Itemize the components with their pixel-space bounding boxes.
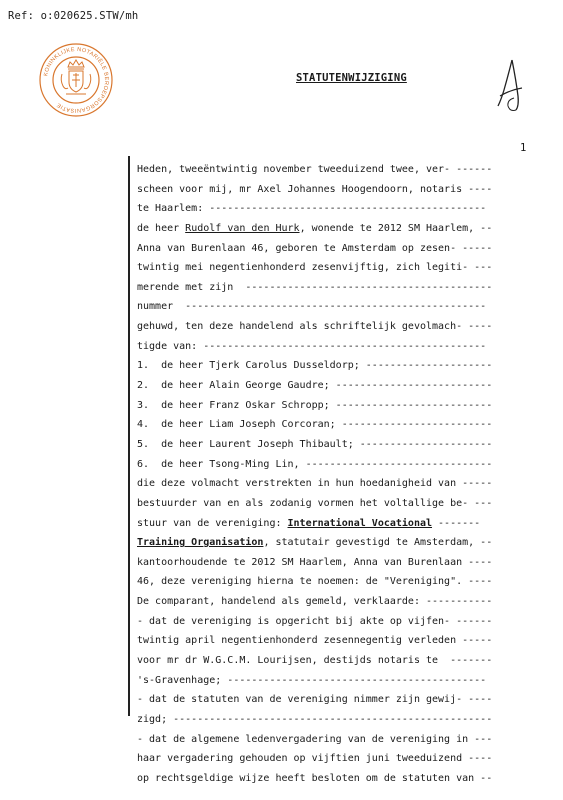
deed-line (137, 749, 552, 769)
line-text: 's-Gravenhage; ------------------------------------------- (137, 674, 487, 686)
deed-line (137, 690, 552, 710)
line-text: merende met zijn ----------------------------------------- (137, 281, 493, 293)
deed-line (137, 337, 552, 357)
highlighted-name: International Vocational (287, 517, 433, 529)
line-text: Heden, tweeëntwintig november tweeduizend twee, ver- ------ (137, 164, 493, 175)
line-text: gehuwd, ten deze handelend als schriftelijk gevolmach- ---- (137, 321, 493, 333)
line-text: twintig april negentienhonderd zesennegentig verleden ----- (137, 635, 493, 647)
document-title: STATUTENWIJZIGING (296, 72, 407, 84)
document-reference: Ref: o:020625.STW/mh (8, 10, 139, 22)
deed-body (137, 160, 552, 789)
line-text: 3. de heer Franz Oskar Schropp; -------------------------- (137, 399, 493, 411)
line-text: die deze volmacht verstrekten in hun hoedanigheid van ----- (137, 478, 493, 490)
line-text: te Haarlem: ---------------------------------------------- (137, 203, 487, 215)
line-text: kantoorhoudende te 2012 SM Haarlem, Anna van Burenlaan ---- (137, 556, 493, 568)
line-text: - dat de vereniging is opgericht bij akte op vijfen- ------ (137, 615, 493, 627)
deed-line (137, 239, 552, 259)
deed-line (137, 356, 552, 376)
deed-line (137, 435, 552, 455)
deed-line (137, 297, 552, 317)
line-text: De comparant, handelend als gemeld, verklaarde: ----------- (137, 596, 493, 608)
notary-seal-icon (38, 42, 114, 118)
line-text: voor mr dr W.G.C.M. Lourijsen, destijds notaris te ------- (137, 655, 493, 667)
deed-line (137, 317, 552, 337)
line-text: scheen voor mij, mr Axel Johannes Hoogendoorn, notaris ---- (137, 183, 493, 195)
deed-line (137, 671, 552, 691)
deed-line (137, 730, 552, 750)
deed-line (137, 160, 552, 180)
line-text: Anna van Burenlaan 46, geboren te Amsterdam op zesen- ----- (137, 242, 493, 254)
line-text: 46, deze vereniging hierna te noemen: de "Vereniging". ---- (137, 576, 493, 588)
highlighted-name: Rudolf van den Hurk (185, 222, 300, 234)
deed-line (137, 631, 552, 651)
line-text: haar vergadering gehouden op vijftien juni tweeduizend ---- (137, 753, 493, 765)
signature-mark-icon (490, 56, 530, 114)
deed-line (137, 651, 552, 671)
line-text: tigde van: ----------------------------------------------- (137, 340, 487, 352)
line-text: stuur van de vereniging: (137, 517, 288, 529)
line-text: , wonende te 2012 SM Haarlem, -- (299, 222, 493, 234)
deed-line (137, 553, 552, 573)
line-text: nummer -------------------------------------------------- (137, 301, 487, 313)
line-text: 6. de heer Tsong-Ming Lin, ------------------------------- (137, 458, 493, 470)
deed-line (137, 258, 552, 278)
margin-rule (128, 156, 130, 716)
line-text: bestuurder van en als zodanig vormen het voltallige be- --- (137, 497, 493, 509)
line-text: twintig mei negentienhonderd zesenvijftig, zich legiti- --- (137, 262, 493, 274)
highlighted-name: Training Organisation (137, 537, 264, 549)
line-text: 4. de heer Liam Joseph Corcoran; ------------------------- (137, 419, 493, 431)
line-text: zigd; ----------------------------------------------------- (137, 713, 493, 725)
deed-line (137, 572, 552, 592)
line-text: 1. de heer Tjerk Carolus Dusseldorp; --------------------- (137, 360, 493, 372)
deed-line (137, 376, 552, 396)
deed-line (137, 769, 552, 789)
deed-line (137, 455, 552, 475)
deed-line (137, 494, 552, 514)
deed-line (137, 219, 552, 239)
deed-line (137, 415, 552, 435)
line-text: ------- (432, 517, 481, 529)
line-text: de heer (137, 222, 186, 234)
deed-line (137, 710, 552, 730)
line-text: - dat de algemene ledenvergadering van de vereniging in --- (137, 733, 493, 745)
deed-line (137, 514, 552, 534)
deed-line (137, 592, 552, 612)
deed-line (137, 474, 552, 494)
deed-line (137, 199, 552, 219)
deed-line (137, 180, 552, 200)
svg-text:KONINKLIJKE NOTARIËLE BEROEPSO: KONINKLIJKE NOTARIËLE BEROEPSORGANISATIE (43, 46, 110, 114)
line-text: , statutair gevestigd te Amsterdam, -- (263, 537, 493, 549)
line-text: op rechtsgeldige wijze heeft besloten om de statuten van -- (137, 772, 493, 784)
line-text: 5. de heer Laurent Joseph Thibault; ---------------------- (137, 438, 493, 450)
deed-line (137, 533, 552, 553)
page-number: 1 (520, 142, 527, 154)
deed-line (137, 396, 552, 416)
deed-line (137, 278, 552, 298)
deed-line (137, 612, 552, 632)
line-text: - dat de statuten van de vereniging nimmer zijn gewij- ---- (137, 694, 493, 706)
line-text: 2. de heer Alain George Gaudre; -------------------------- (137, 380, 493, 392)
